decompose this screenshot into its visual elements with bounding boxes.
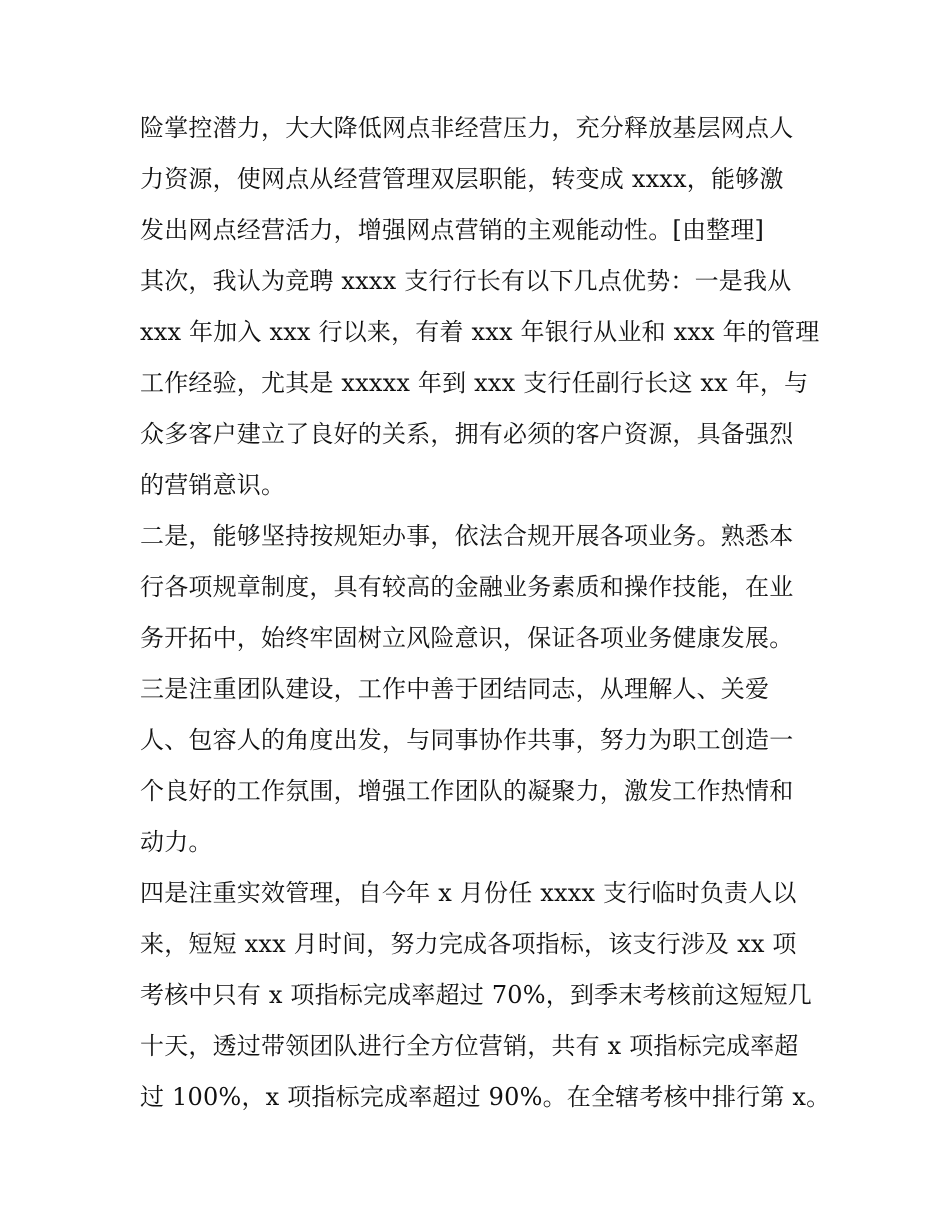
text-line: 其次，我认为竞聘 xxxx 支行行长有以下几点优势：一是我从 [140,267,792,295]
text-line: 工作经验，尤其是 xxxxx 年到 xxx 支行任副行长这 xx 年，与 [140,369,809,397]
text-line: xxx 年加入 xxx 行以来，有着 xxx 年银行从业和 xxx 年的管理 [140,318,820,346]
text-line: 二是，能够坚持按规矩办事，依法合规开展各项业务。熟悉本 [140,522,794,550]
text-line: 动力。 [140,828,213,856]
text-line: 来，短短 xxx 月时间，努力完成各项指标，该支行涉及 xx 项 [140,930,797,958]
text-line: 个良好的工作氛围，增强工作团队的凝聚力，激发工作热情和 [140,777,794,805]
text-line: 的营销意识。 [140,471,286,499]
text-line: 十天，透过带领团队进行全方位营销，共有 x 项指标完成率超 [140,1032,799,1060]
text-line: 务开拓中，始终牢固树立风险意识，保证各项业务健康发展。 [140,624,794,652]
text-line: 众多客户建立了良好的关系，拥有必须的客户资源，具备强烈 [140,420,794,448]
text-line: 四是注重实效管理，自今年 x 月份任 xxxx 支行临时负责人以 [140,879,797,907]
text-line: 险掌控潜力，大大降低网点非经营压力，充分释放基层网点人 [140,114,794,142]
document-body [140,103,831,1123]
text-line: 三是注重团队建设，工作中善于团结同志，从理解人、关爱 [140,675,770,703]
text-line: 行各项规章制度，具有较高的金融业务素质和操作技能，在业 [140,573,794,601]
text-line: 发出网点经营活力，增强网点营销的主观能动性。[由整理] [140,216,765,244]
text-line: 力资源，使网点从经营管理双层职能，转变成 xxxx，能够激 [140,165,784,193]
text-line: 过 100%，x 项指标完成率超过 90%。在全辖考核中排行第 x。 [140,1083,831,1111]
text-line: 考核中只有 x 项指标完成率超过 70%，到季末考核前这短短几 [140,981,812,1009]
text-line: 人、包容人的角度出发，与同事协作共事，努力为职工创造一 [140,726,794,754]
